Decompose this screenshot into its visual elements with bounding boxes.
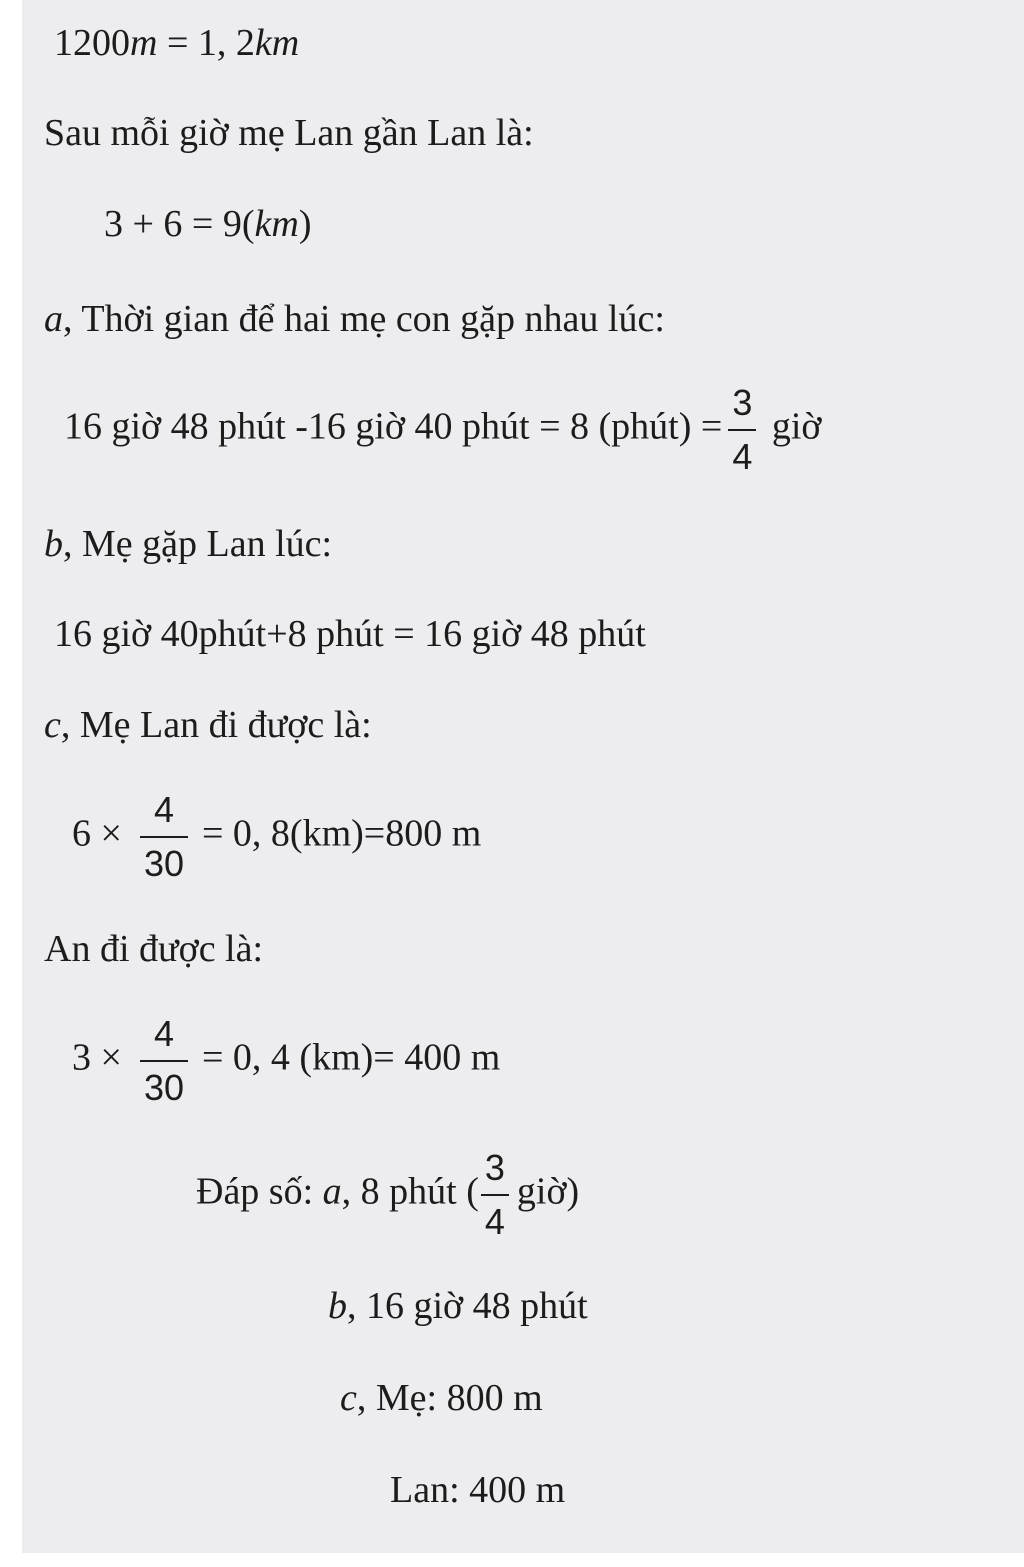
part-b-label: b xyxy=(44,523,63,565)
conversion-line xyxy=(54,24,299,62)
answer-c-text: , Mẹ: 800 m xyxy=(356,1377,543,1419)
answer-a xyxy=(196,1147,580,1242)
part-c-heading xyxy=(44,706,372,744)
answer-b xyxy=(328,1287,588,1325)
l11-tail: = 0, 4 (km)= 400 m xyxy=(201,1036,501,1079)
fraction-3-4 xyxy=(728,382,756,477)
l1-unit-km: km xyxy=(254,22,300,64)
part-a-expr xyxy=(64,382,822,477)
frac-den: 4 xyxy=(484,1201,505,1242)
part-a-label: a xyxy=(44,298,63,340)
part-a-text: , Thời gian để hai mẹ con gặp nhau lúc: xyxy=(63,298,665,340)
lan-distance-expr xyxy=(72,1013,501,1108)
answer-b-label: b xyxy=(328,1285,347,1327)
part-c-label: c xyxy=(44,704,61,746)
answer-b-text: , 16 giờ 48 phút xyxy=(347,1285,588,1327)
fraction-3-4 xyxy=(481,1147,509,1242)
l3-unit: km xyxy=(254,203,299,245)
part-b-expr: 16 giờ 40phút+8 phút = 16 giờ 48 phút xyxy=(54,613,646,655)
lan-distance-heading: An đi được là: xyxy=(44,928,264,970)
answer-a-tail: giờ) xyxy=(516,1170,580,1213)
l9-lead: 6 × xyxy=(72,812,122,855)
answer-c xyxy=(340,1379,543,1417)
answer-prefix: Đáp số: xyxy=(196,1170,323,1213)
answer-c-lan: Lan: 400 m xyxy=(390,1469,566,1511)
l1-eq: = 1, 2 xyxy=(157,22,255,64)
part-b-heading xyxy=(44,525,332,563)
l11-lead: 3 × xyxy=(72,1036,122,1079)
l3-expr: 3 + 6 = 9( xyxy=(104,203,255,245)
l3-close: ) xyxy=(298,203,312,245)
closing-speed-heading: Sau mỗi giờ mẹ Lan gần Lan là: xyxy=(44,112,534,154)
part-a-heading xyxy=(44,300,665,338)
frac-num: 3 xyxy=(481,1150,509,1196)
answer-c-label: c xyxy=(340,1377,357,1419)
closing-speed-expr xyxy=(104,205,311,243)
mother-distance-expr xyxy=(72,789,482,884)
frac-den: 30 xyxy=(143,1067,184,1108)
fraction-4-30 xyxy=(140,1013,188,1108)
fraction-4-30 xyxy=(140,789,188,884)
l9-tail: = 0, 8(km)=800 m xyxy=(201,812,482,855)
answer-a-label: a xyxy=(322,1170,342,1213)
answer-a-text: , 8 phút ( xyxy=(341,1170,479,1213)
frac-num: 4 xyxy=(140,1016,188,1062)
frac-num: 3 xyxy=(728,385,756,431)
frac-num: 4 xyxy=(140,792,188,838)
part-c-text: , Mẹ Lan đi được là: xyxy=(60,704,372,746)
l5-text: 16 giờ 48 phút -16 giờ 40 phút = 8 (phút) = xyxy=(64,405,723,448)
l1-unit-m: m xyxy=(130,22,158,64)
frac-den: 4 xyxy=(732,436,753,477)
l1-num: 1200 xyxy=(54,22,130,64)
frac-den: 30 xyxy=(143,843,184,884)
l5-tail: giờ xyxy=(771,405,822,448)
part-b-text: , Mẹ gặp Lan lúc: xyxy=(63,523,333,565)
